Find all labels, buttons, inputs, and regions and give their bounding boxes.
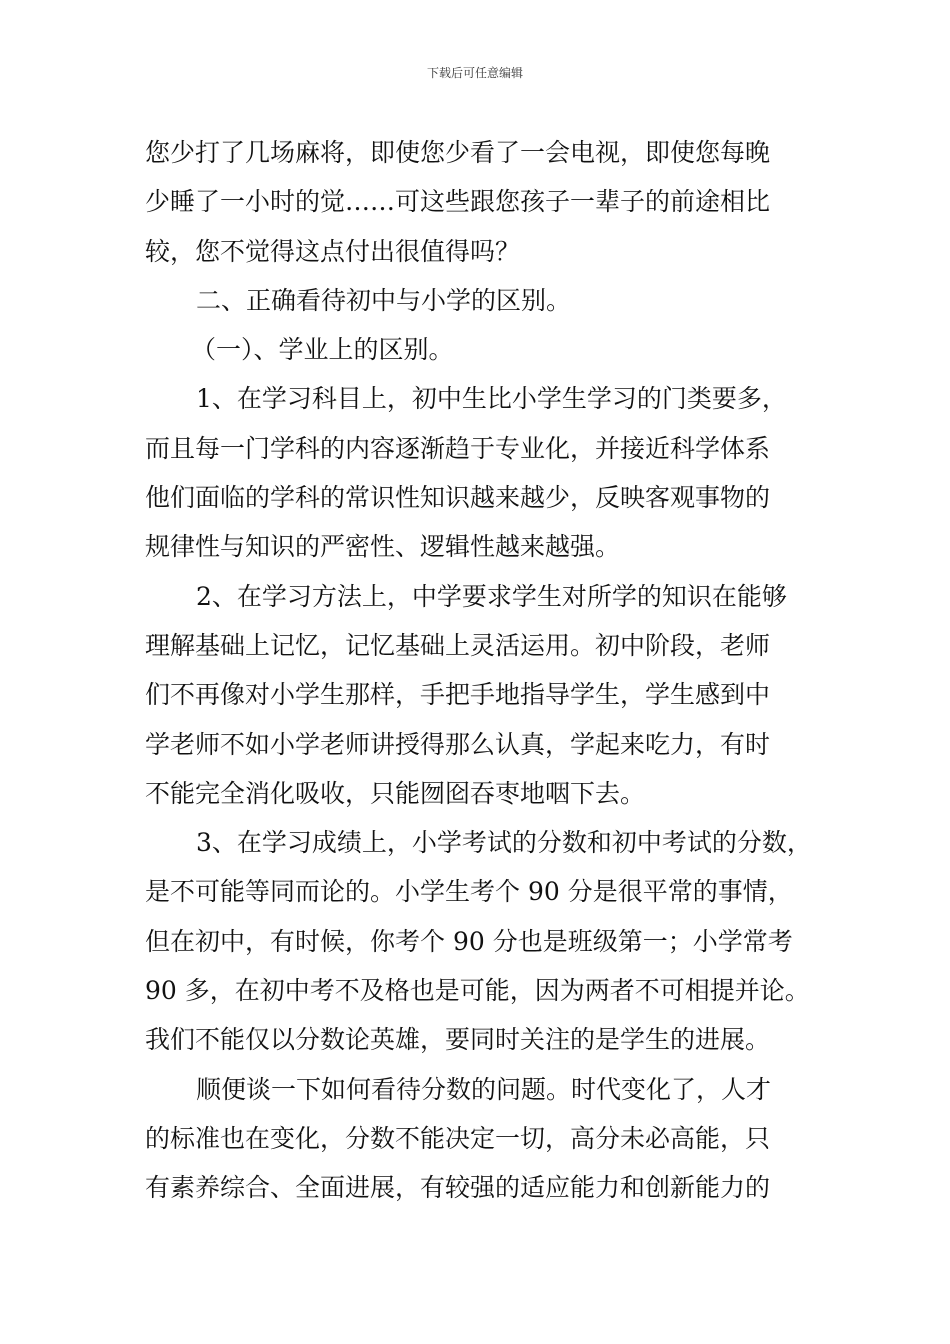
text-line: 是不可能等同而论的。小学生考个 90 分是很平常的事情，	[145, 877, 793, 907]
text-line: 3、在学习成绩上，小学考试的分数和初中考试的分数，	[196, 828, 812, 858]
text-line: 不能完全消化吸收，只能囫囵吞枣地咽下去。	[145, 778, 646, 808]
text-line: 理解基础上记忆，记忆基础上灵活运用。初中阶段，老师	[145, 630, 771, 660]
text-line: 我们不能仅以分数论英雄，要同时关注的是学生的进展。	[145, 1025, 771, 1055]
text-line: 他们面临的学科的常识性知识越来越少，反映客观事物的	[145, 483, 771, 513]
text-line: 顺便谈一下如何看待分数的问题。时代变化了，人才	[196, 1074, 772, 1104]
text-line: 们不再像对小学生那样，手把手地指导学生，学生感到中	[145, 680, 771, 710]
text-line: 少睡了一小时的觉……可这些跟您孩子一辈子的前途相比	[145, 187, 771, 217]
text-line: 而且每一门学科的内容逐渐趋于专业化，并接近科学体系	[145, 433, 771, 463]
text-line: 规律性与知识的严密性、逻辑性越来越强。	[145, 532, 621, 562]
text-line: 1、在学习科目上，初中生比小学生学习的门类要多，	[196, 384, 787, 414]
text-line: 有素养综合、全面进展，有较强的适应能力和创新能力的	[145, 1173, 771, 1203]
text-line: 您少打了几场麻将，即使您少看了一会电视，即使您每晚	[145, 138, 771, 167]
text-line: 较，您不觉得这点付出很值得吗？	[145, 236, 521, 266]
text-line: 2、在学习方法上，中学要求学生对所学的知识在能够	[196, 581, 787, 611]
text-line: 但在初中，有时候，你考个 90 分也是班级第一；小学常考	[145, 926, 793, 956]
page-header: 下载后可任意编辑	[426, 66, 523, 80]
text-line: 90 多，在初中考不及格也是可能，因为两者不可相提并论。	[145, 976, 810, 1006]
section-heading: 二、正确看待初中与小学的区别。	[196, 285, 572, 315]
subsection-heading: （一）、学业上的区别。	[191, 335, 454, 365]
text-line: 学老师不如小学老师讲授得那么认真，学起来吃力，有时	[145, 729, 771, 759]
text-line: 的标准也在变化，分数不能决定一切，高分未必高能，只	[145, 1123, 771, 1153]
document-body	[145, 128, 825, 1213]
